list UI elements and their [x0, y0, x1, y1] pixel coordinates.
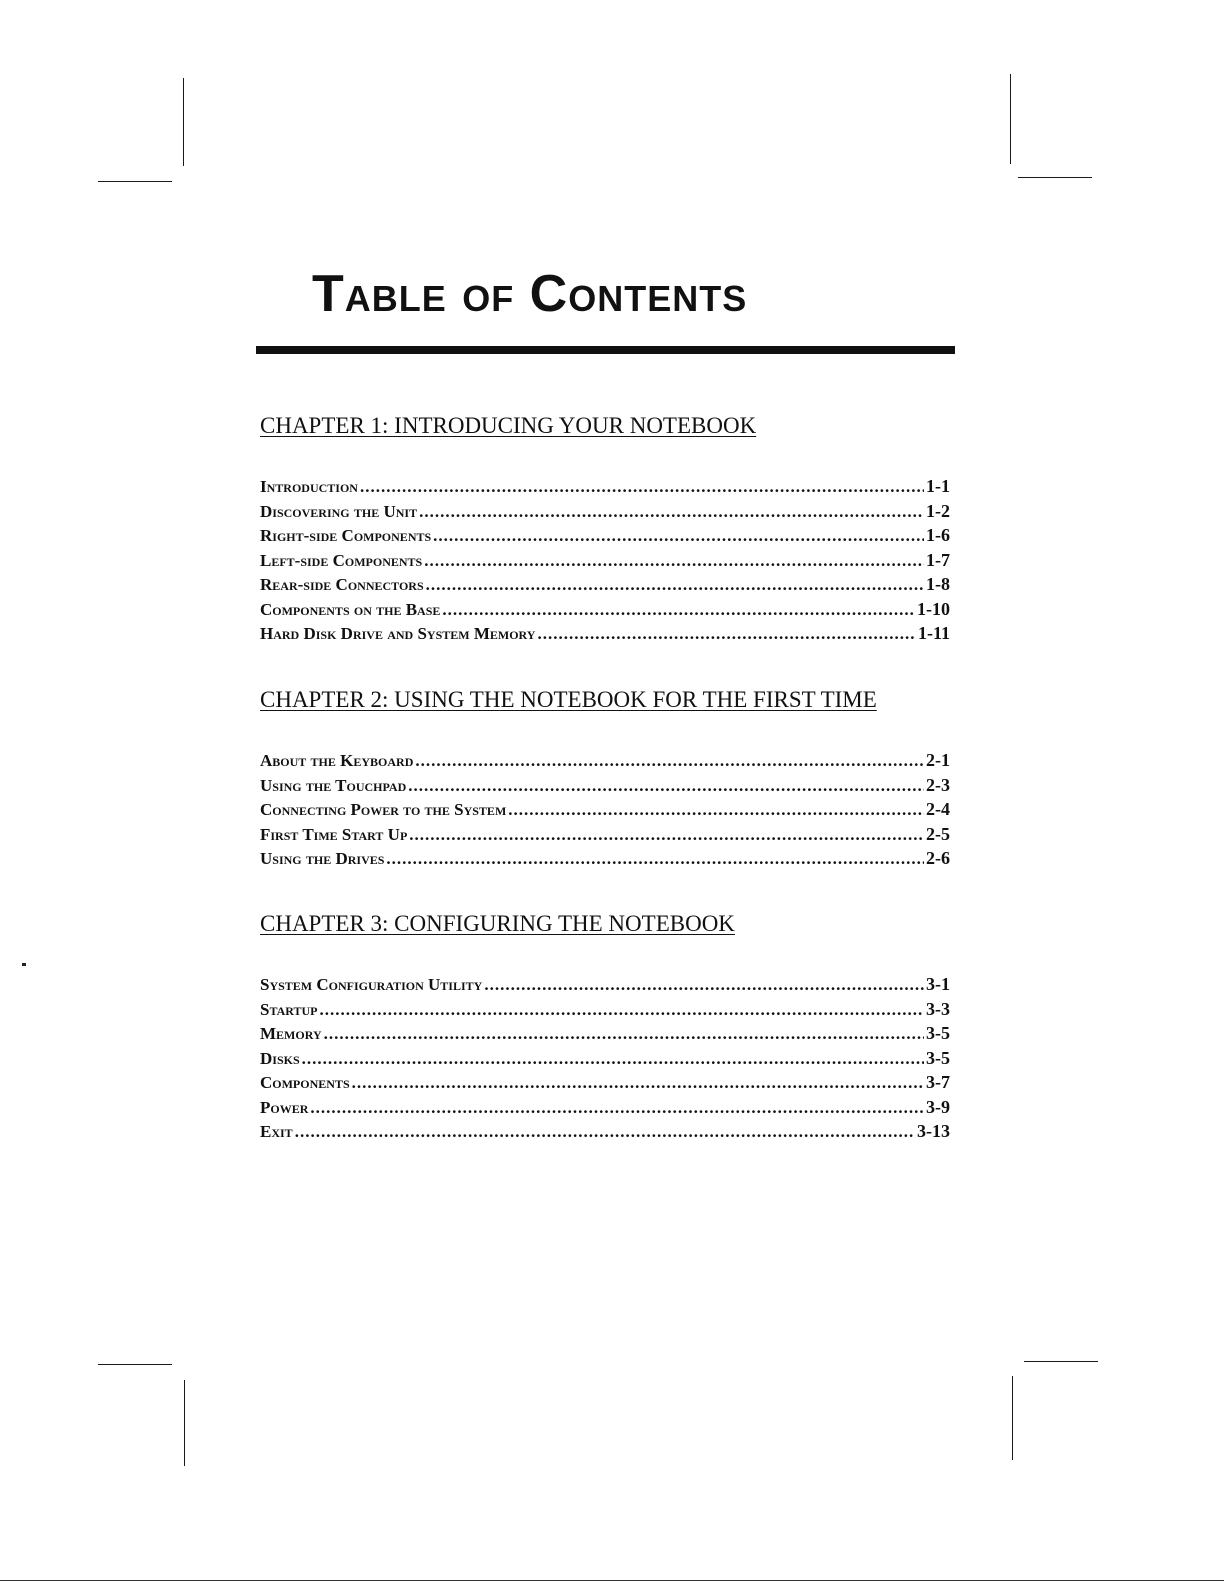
dot-leader	[537, 622, 916, 647]
toc-entry[interactable]	[260, 1046, 950, 1071]
crop-mark-bottom-right-vertical	[1012, 1376, 1013, 1460]
toc-entry-page: 1-11	[917, 623, 950, 644]
toc-entry-label: About the Keyboard	[260, 751, 414, 771]
toc-entry-page: 2-3	[926, 774, 950, 795]
toc-entry[interactable]	[260, 997, 950, 1022]
crop-mark-bottom-right-horizontal	[1024, 1361, 1098, 1362]
toc-entry-label: First Time Start Up	[260, 824, 408, 844]
toc-entry-page: 3-9	[926, 1096, 950, 1117]
chapter-3-section	[260, 911, 960, 1144]
dot-leader	[442, 598, 915, 623]
toc-entry-page: 1-8	[926, 574, 950, 595]
crop-mark-top-left-vertical	[183, 78, 184, 166]
dot-leader	[419, 500, 924, 525]
toc-entry-label: Power	[260, 1097, 309, 1117]
toc-entry[interactable]	[260, 1095, 950, 1120]
toc-entry[interactable]	[260, 846, 950, 871]
toc-entry-label: Components	[260, 1073, 350, 1093]
dot-leader	[415, 749, 924, 774]
dot-leader	[352, 1071, 924, 1096]
toc-entry-label: System Configuration Utility	[260, 975, 483, 995]
toc-entry-page: 1-2	[926, 500, 950, 521]
toc-entry[interactable]	[260, 499, 950, 524]
toc-entry-label: Startup	[260, 999, 318, 1019]
toc-entry-label: Exit	[260, 1122, 293, 1142]
dot-leader	[424, 549, 924, 574]
crop-mark-top-left-horizontal	[98, 181, 172, 182]
toc-entry[interactable]	[260, 474, 950, 499]
page-bottom-edge-line	[0, 1580, 1224, 1581]
crop-mark-bottom-left-vertical	[184, 1380, 185, 1466]
toc-entry-label: Hard Disk Drive and System Memory	[260, 624, 536, 644]
crop-mark-bottom-left-horizontal	[98, 1364, 172, 1365]
toc-entry-page: 3-5	[926, 1047, 950, 1068]
toc-entry-page: 1-6	[926, 525, 950, 546]
toc-entry-label: Memory	[260, 1024, 322, 1044]
toc-entry-label: Introduction	[260, 477, 358, 497]
toc-entry-page: 2-6	[926, 848, 950, 869]
toc-entry[interactable]	[260, 523, 950, 548]
toc-entry-label: Using the Touchpad	[260, 775, 407, 795]
toc-entry[interactable]	[260, 1070, 950, 1095]
toc-entry[interactable]	[260, 548, 950, 573]
toc-entry-label: Using the Drives	[260, 849, 385, 869]
dot-leader	[426, 573, 924, 598]
chapter-2-heading: CHAPTER 2: USING THE NOTEBOOK FOR THE FIRST TIME	[260, 687, 877, 712]
toc-entry[interactable]	[260, 797, 950, 822]
toc-entry-label: Connecting Power to the System	[260, 800, 507, 820]
toc-entry[interactable]	[260, 972, 950, 997]
toc-entry[interactable]	[260, 1021, 950, 1046]
dot-leader	[408, 774, 924, 799]
toc-entry[interactable]	[260, 748, 950, 773]
crop-mark-top-right-vertical	[1010, 74, 1011, 164]
dot-leader	[508, 798, 924, 823]
dot-leader	[484, 973, 924, 998]
toc-entry-page: 2-4	[926, 799, 950, 820]
chapter-3-heading: CHAPTER 3: CONFIGURING THE NOTEBOOK	[260, 911, 735, 936]
dot-leader	[409, 823, 924, 848]
dot-leader	[433, 524, 924, 549]
dot-leader	[360, 475, 924, 500]
toc-entry[interactable]	[260, 621, 950, 646]
toc-entry-page: 3-3	[926, 998, 950, 1019]
toc-entry-label: Left-side Components	[260, 550, 423, 570]
dot-leader	[386, 847, 924, 872]
dot-leader	[310, 1096, 924, 1121]
toc-entry-page: 3-5	[926, 1023, 950, 1044]
chapter-2-section	[260, 687, 960, 871]
chapter-1-heading: CHAPTER 1: INTRODUCING YOUR NOTEBOOK	[260, 413, 757, 438]
chapter-1-section	[260, 413, 960, 646]
toc-entry-page: 3-13	[917, 1121, 950, 1142]
toc-entry[interactable]	[260, 822, 950, 847]
dot-leader	[324, 1022, 924, 1047]
dot-leader	[295, 1120, 915, 1145]
title-underline-rule	[256, 346, 955, 354]
page-title: Table of Contents	[312, 265, 748, 323]
dot-leader	[319, 998, 924, 1023]
toc-entry-page: 3-7	[926, 1072, 950, 1093]
toc-entry-label: Disks	[260, 1048, 300, 1068]
toc-entry-label: Components on the Base	[260, 599, 441, 619]
toc-entry-page: 1-7	[926, 549, 950, 570]
toc-entry-page: 2-1	[926, 750, 950, 771]
toc-entry[interactable]	[260, 1119, 950, 1144]
toc-entry[interactable]	[260, 597, 950, 622]
toc-entry[interactable]	[260, 572, 950, 597]
toc-entry-label: Discovering the Unit	[260, 501, 418, 521]
stray-scan-mark	[22, 963, 26, 966]
toc-entry-label: Right-side Components	[260, 526, 432, 546]
toc-entry-page: 1-1	[926, 476, 950, 497]
toc-entry-page: 1-10	[917, 598, 950, 619]
toc-entry-page: 2-5	[926, 823, 950, 844]
toc-entry-page: 3-1	[926, 974, 950, 995]
toc-entry-label: Rear-side Connectors	[260, 575, 424, 595]
dot-leader	[302, 1047, 924, 1072]
crop-mark-top-right-horizontal	[1018, 177, 1092, 178]
toc-entry[interactable]	[260, 773, 950, 798]
